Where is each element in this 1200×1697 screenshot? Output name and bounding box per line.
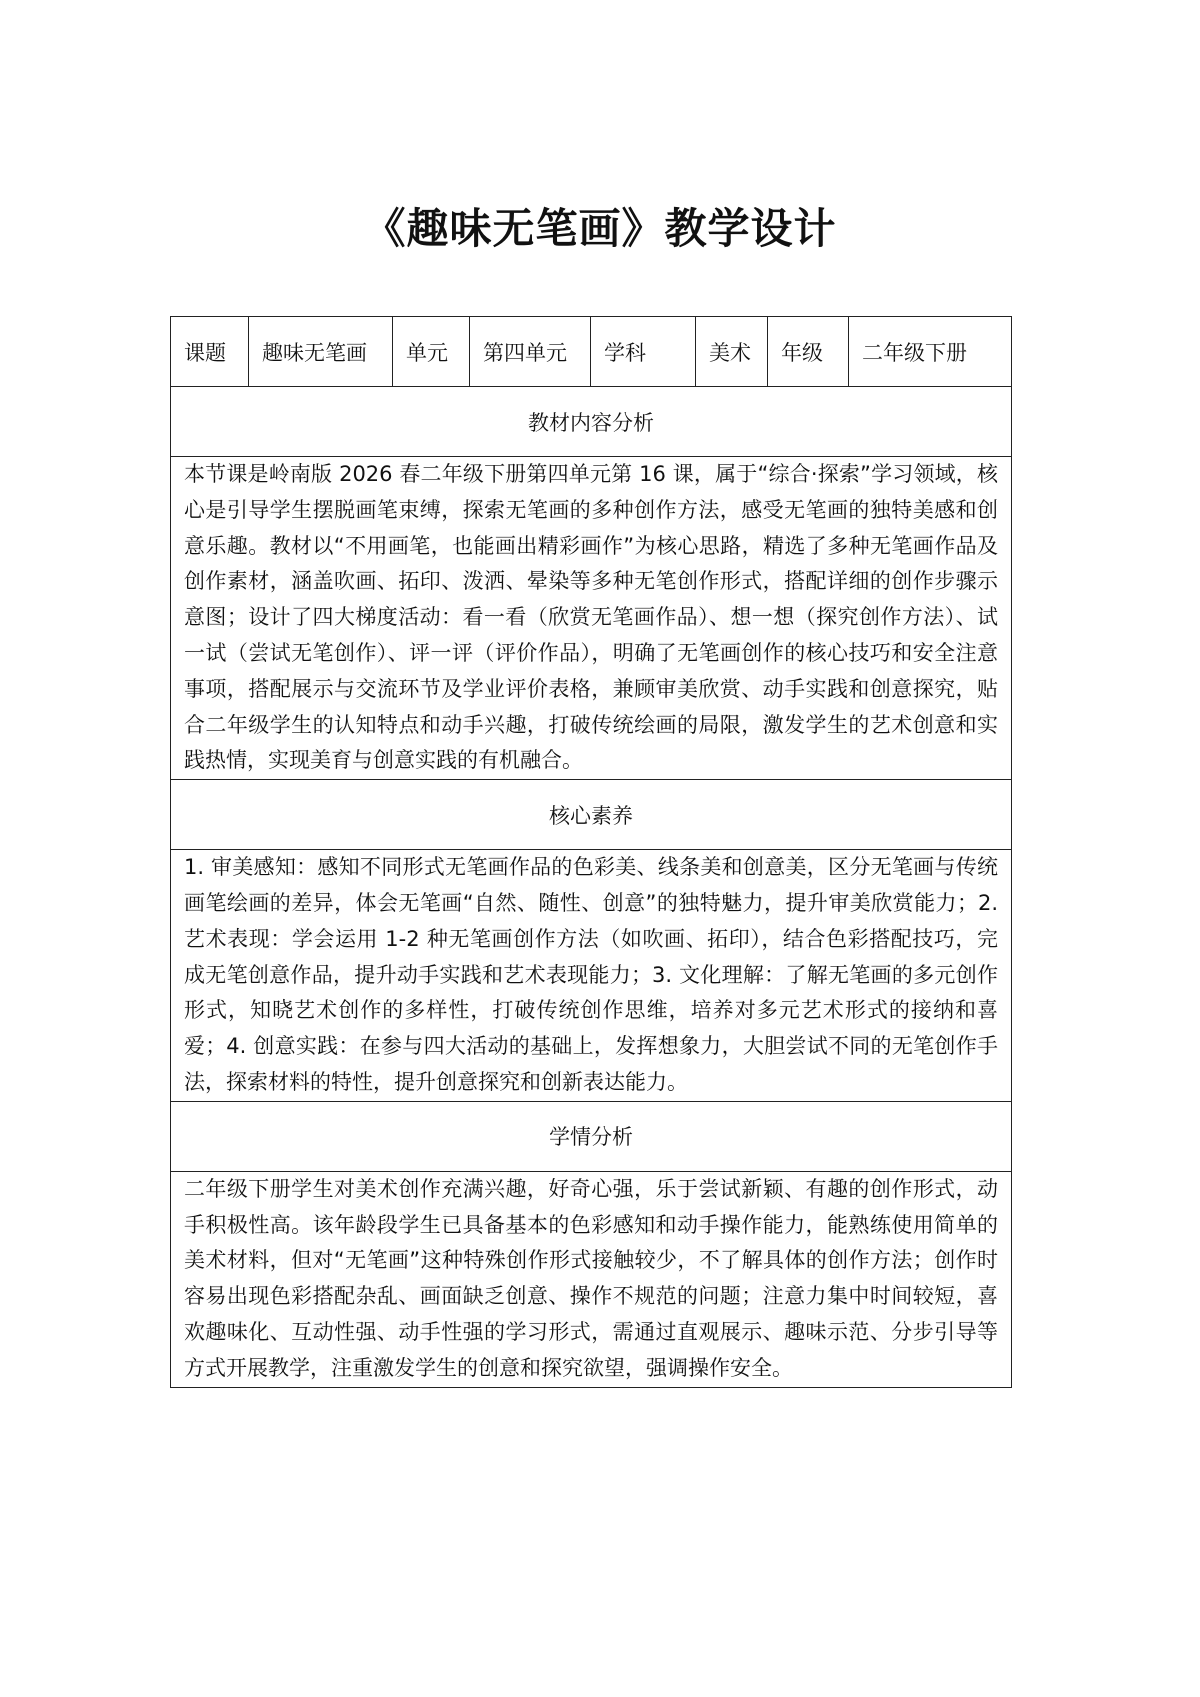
section-body-row: [171, 457, 1012, 780]
grade-label: 年级: [768, 317, 849, 387]
subject-label: 学科: [591, 317, 696, 387]
topic-value: 趣味无笔画: [249, 317, 393, 387]
section-body-student-analysis: 二年级下册学生对美术创作充满兴趣，好奇心强，乐于尝试新颖、有趣的创作形式，动手积极性高。该年龄段学生已具备基本的色彩感知和动手操作能力，能熟练使用简单的美术材料，但对“无笔画”这种特殊创作形式接触较少，不了解具体的创作方法；创作时容易出现色彩搭配杂乱、画面缺乏创意、操作不规范的问题；注意力集中时间较短，喜欢趣味化、互动性强、动手性强的学习形式，需通过直观展示、趣味示范、分步引导等方式开展教学，注重激发学生的创意和探究欲望，强调操作安全。: [171, 1171, 1012, 1387]
section-heading-textbook-analysis: 教材内容分析: [171, 387, 1012, 457]
unit-label: 单元: [393, 317, 470, 387]
unit-value: 第四单元: [470, 317, 591, 387]
subject-value: 美术: [696, 317, 768, 387]
topic-label: 课题: [171, 317, 249, 387]
section-body-core-literacy: 1. 审美感知：感知不同形式无笔画作品的色彩美、线条美和创意美，区分无笔画与传统画笔绘画的差异，体会无笔画“自然、随性、创意”的独特魅力，提升审美欣赏能力；2. 艺术表现：学会运用 1-2 种无笔画创作方法（如吹画、拓印），结合色彩搭配技巧，完成无笔创意作品，提升动手实践和艺术表现能力；3. 文化理解：了解无笔画的多元创作形式，知晓艺术创作的多样性，打破传统创作思维，培养对多元艺术形式的接纳和喜爱；4. 创意实践：在参与四大活动的基础上，发挥想象力，大胆尝试不同的无笔创作手法，探索材料的特性，提升创意探究和创新表达能力。: [171, 850, 1012, 1102]
section-heading-student-analysis: 学情分析: [171, 1101, 1012, 1171]
section-body-row: [171, 850, 1012, 1102]
section-body-row: [171, 1171, 1012, 1387]
lesson-plan-table: [170, 316, 1012, 1388]
grade-value: 二年级下册: [849, 317, 1012, 387]
info-row: [171, 317, 1012, 387]
section-heading-row: [171, 1101, 1012, 1171]
section-heading-row: [171, 387, 1012, 457]
section-heading-core-literacy: 核心素养: [171, 780, 1012, 850]
document-title: 《趣味无笔画》教学设计: [363, 204, 837, 253]
section-heading-row: [171, 780, 1012, 850]
section-body-textbook-analysis: 本节课是岭南版 2026 春二年级下册第四单元第 16 课，属于“综合·探索”学习领域，核心是引导学生摆脱画笔束缚，探索无笔画的多种创作方法，感受无笔画的独特美感和创意乐趣。教材以“不用画笔，也能画出精彩画作”为核心思路，精选了多种无笔画作品及创作素材，涵盖吹画、拓印、泼洒、晕染等多种无笔创作形式，搭配详细的创作步骤示意图；设计了四大梯度活动：看一看（欣赏无笔画作品）、想一想（探究创作方法）、试一试（尝试无笔创作）、评一评（评价作品），明确了无笔画创作的核心技巧和安全注意事项，搭配展示与交流环节及学业评价表格，兼顾审美欣赏、动手实践和创意探究，贴合二年级学生的认知特点和动手兴趣，打破传统绘画的局限，激发学生的艺术创意和实践热情，实现美育与创意实践的有机融合。: [171, 457, 1012, 780]
